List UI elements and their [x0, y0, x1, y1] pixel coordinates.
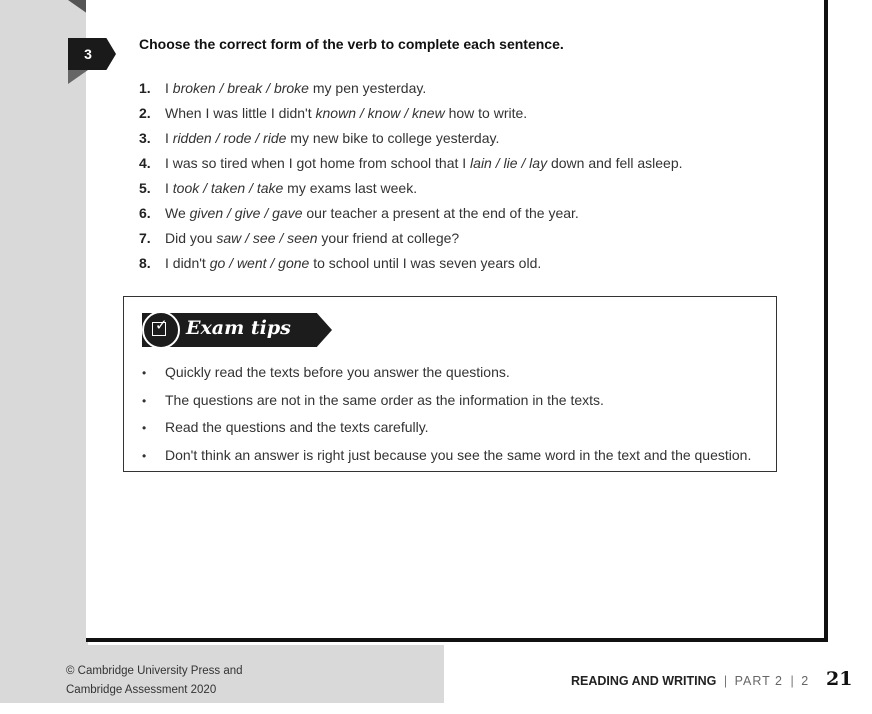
- list-item: [139, 126, 683, 151]
- question-instruction: Choose the correct form of the verb to complete each sentence.: [139, 36, 564, 52]
- item-number: 6.: [139, 205, 151, 221]
- part-number: 2: [801, 674, 810, 688]
- item-text-before: We: [165, 205, 190, 221]
- bullet-icon: •: [142, 421, 147, 435]
- item-text-after: how to write.: [444, 105, 528, 121]
- running-footer: [571, 674, 809, 688]
- copyright-notice: [66, 662, 243, 700]
- item-text-after: my new bike to college yesterday.: [286, 130, 500, 146]
- list-item: [139, 176, 683, 201]
- verb-options: given / give / gave: [189, 205, 303, 221]
- item-number: 2.: [139, 105, 151, 121]
- item-text-before: When I was little I didn't: [165, 105, 316, 121]
- section-name: READING AND WRITING: [571, 674, 717, 688]
- tip-text: Read the questions and the texts carefully.: [165, 419, 429, 435]
- separator: |: [723, 674, 728, 688]
- separator: |: [790, 674, 794, 688]
- verb-options: took / taken / take: [172, 180, 284, 196]
- item-number: 3.: [139, 130, 151, 146]
- sentence-list: [139, 76, 683, 276]
- item-text-after: my pen yesterday.: [308, 80, 427, 96]
- checkmark-icon: ✓: [155, 316, 168, 334]
- list-item: [139, 76, 683, 101]
- corner-tab: [68, 0, 88, 14]
- exam-tips-title: Exam tips: [186, 317, 291, 339]
- left-gray-margin: [0, 0, 88, 645]
- question-number: 3: [84, 46, 92, 62]
- item-text-before: I: [165, 130, 173, 146]
- list-item: [139, 151, 683, 176]
- tip-text: The questions are not in the same order as the information in the texts.: [165, 391, 604, 408]
- exam-tips-list: [142, 359, 751, 469]
- verb-options: broken / break / broke: [172, 80, 309, 96]
- item-text-before: I: [165, 180, 173, 196]
- item-text-after: down and fell asleep.: [547, 155, 683, 171]
- question-badge-fold: [68, 70, 88, 84]
- verb-options: known / know / knew: [315, 105, 445, 121]
- tip-text: Don't think an answer is right just because you see the same word in the text and the question.: [165, 446, 752, 463]
- item-text-before: I didn't: [165, 255, 210, 271]
- item-text-before: Did you: [165, 230, 217, 246]
- bullet-icon: •: [142, 393, 147, 408]
- verb-options: ridden / rode / ride: [172, 130, 287, 146]
- item-number: 5.: [139, 180, 151, 196]
- part-label: PART 2: [734, 674, 783, 688]
- list-item: [139, 201, 683, 226]
- exam-tips-box: [123, 296, 777, 472]
- item-text-after: to school until I was seven years old.: [309, 255, 542, 271]
- list-item: [139, 101, 683, 126]
- item-text-after: my exams last week.: [283, 180, 418, 196]
- list-item: [142, 387, 751, 415]
- verb-options: lain / lie / lay: [470, 155, 548, 171]
- bullet-icon: •: [142, 448, 147, 463]
- tip-text: Quickly read the texts before you answer the questions.: [165, 364, 510, 380]
- item-number: 8.: [139, 255, 151, 271]
- page-number: 21: [826, 668, 853, 690]
- bullet-icon: •: [142, 366, 147, 380]
- item-text-before: I: [165, 80, 173, 96]
- verb-options: saw / see / seen: [216, 230, 318, 246]
- copyright-line-2: Cambridge Assessment 2020: [66, 684, 217, 696]
- copyright-line-1: © Cambridge University Press and: [66, 665, 243, 677]
- list-item: [142, 414, 751, 442]
- item-text-after: our teacher a present at the end of the year.: [302, 205, 579, 221]
- list-item: [139, 226, 683, 251]
- item-text-after: your friend at college?: [317, 230, 460, 246]
- verb-options: go / went / gone: [209, 255, 310, 271]
- item-number: 4.: [139, 155, 151, 171]
- list-item: [139, 251, 683, 276]
- list-item: [142, 359, 751, 387]
- item-text-before: I was so tired when I got home from school that I: [165, 155, 471, 171]
- item-number: 1.: [139, 80, 151, 96]
- list-item: [142, 442, 751, 470]
- item-number: 7.: [139, 230, 151, 246]
